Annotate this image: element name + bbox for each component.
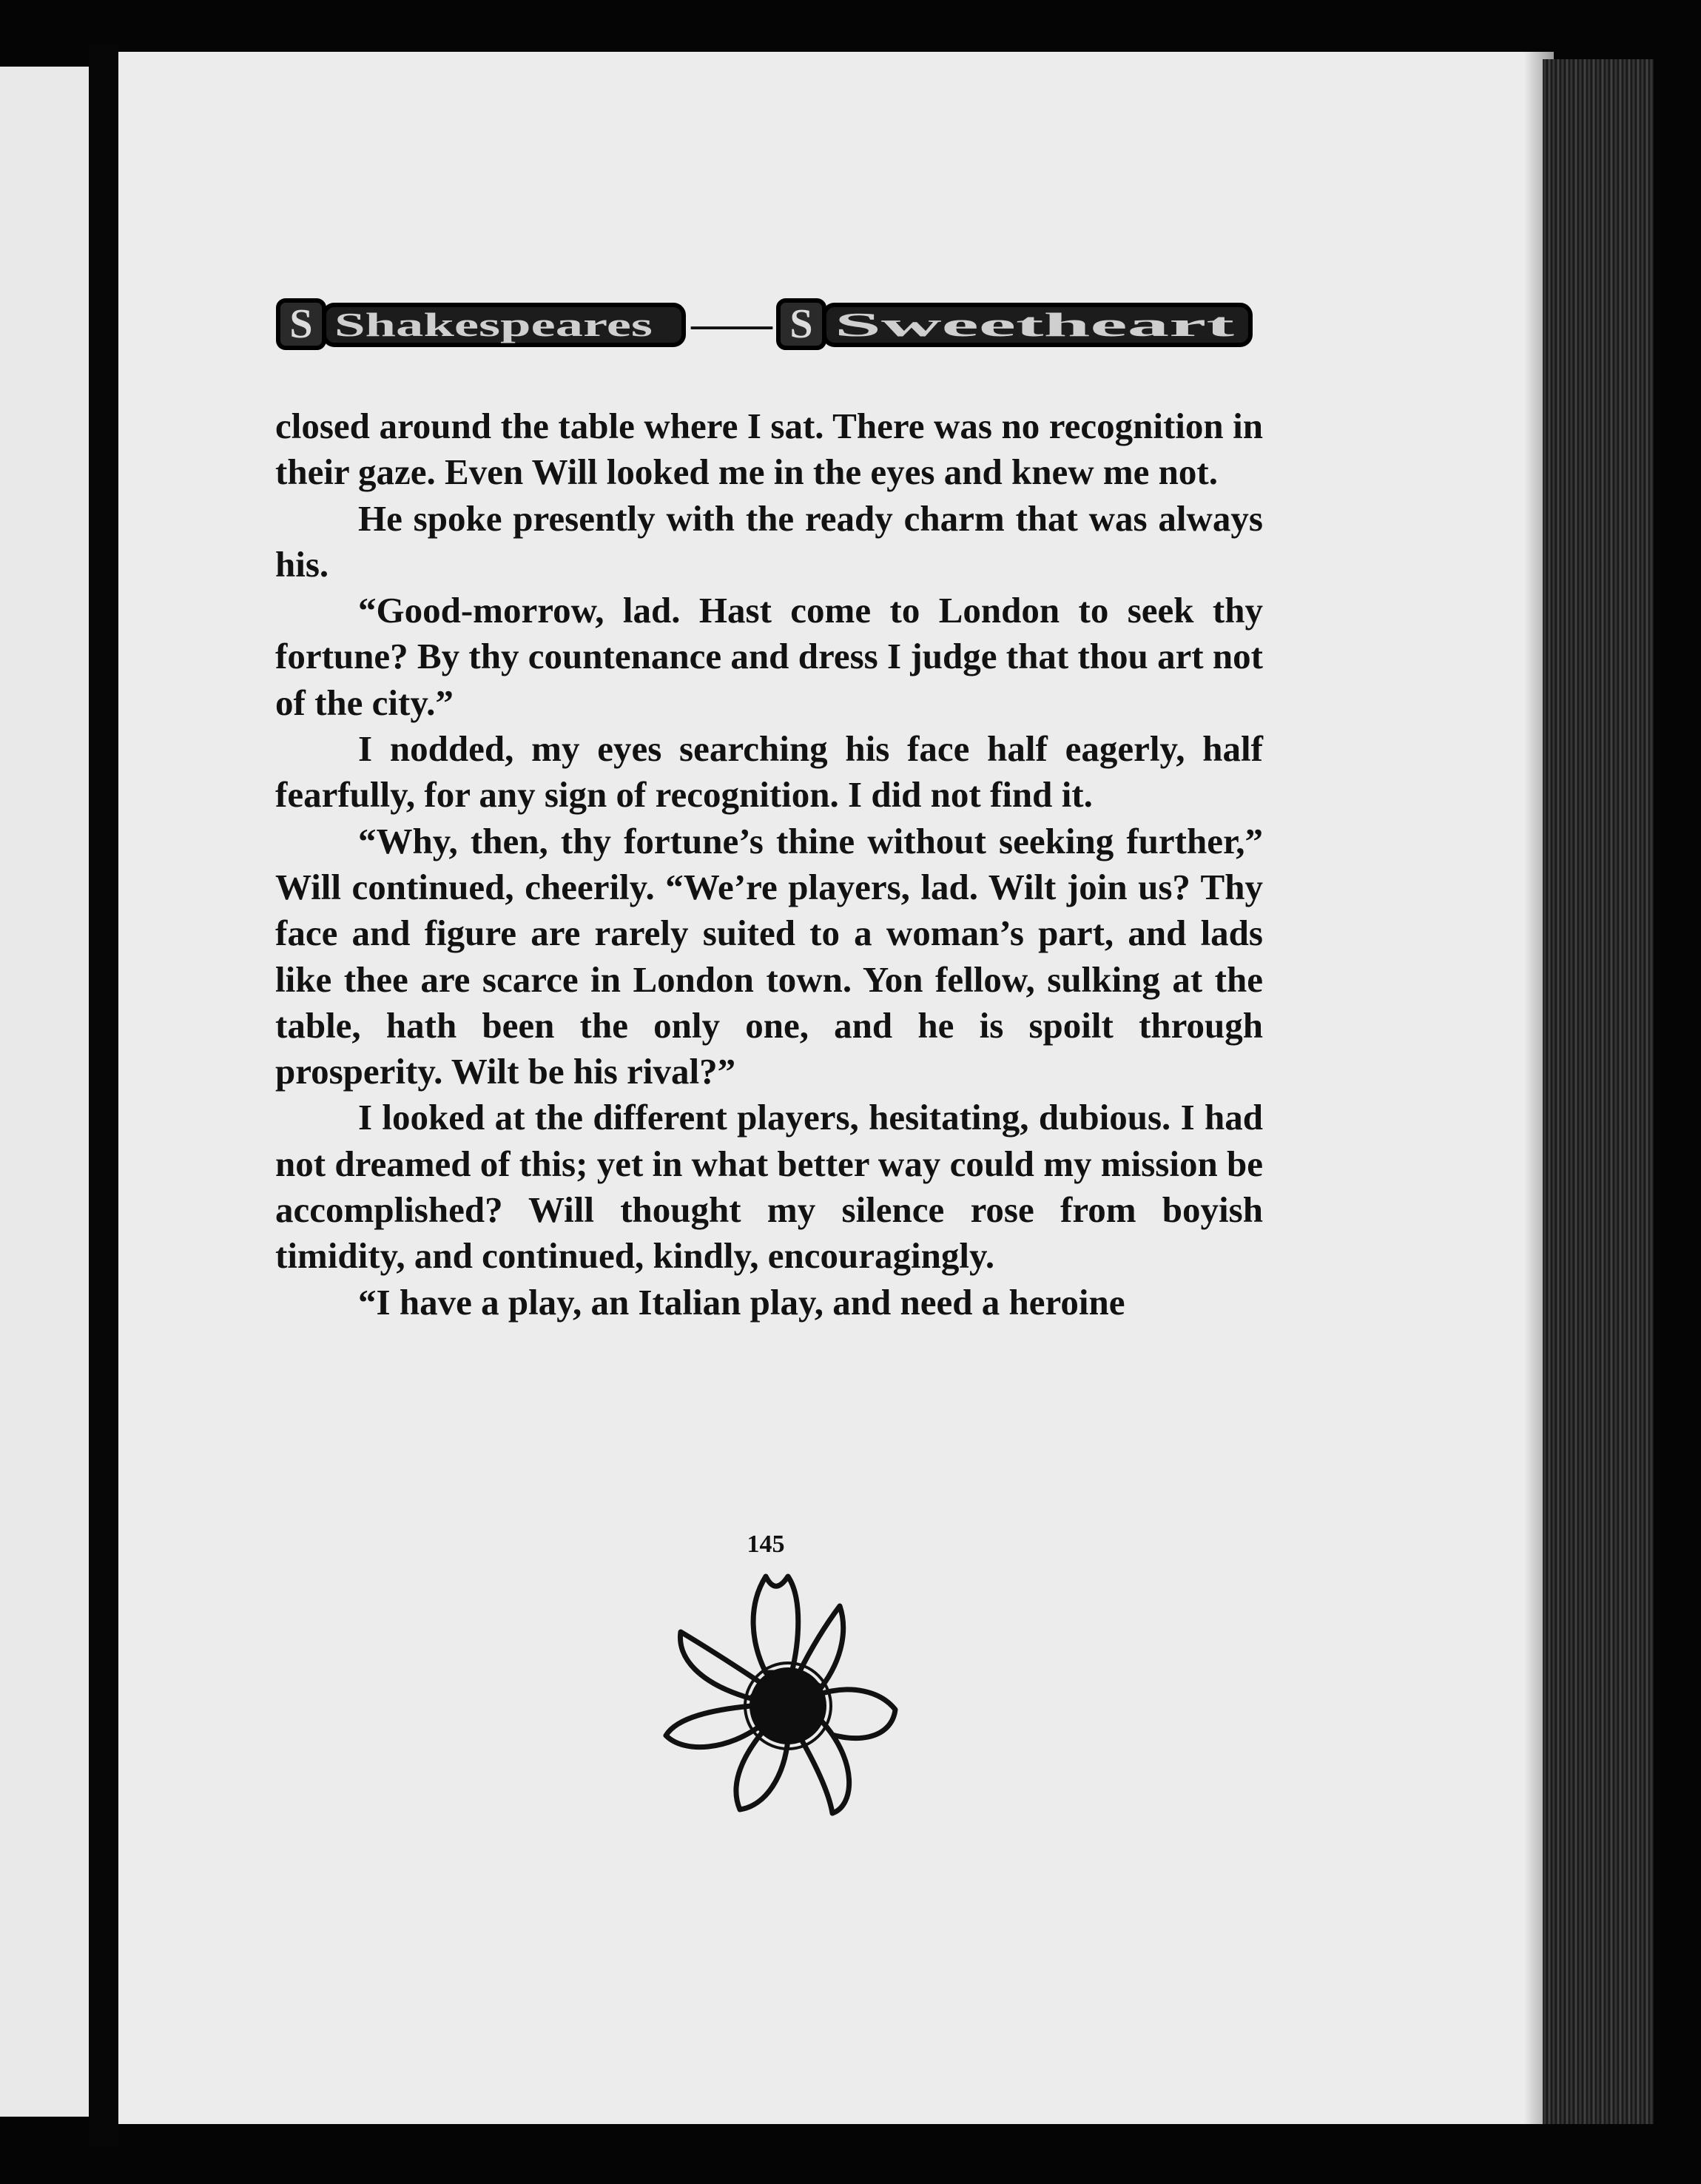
body-text: [275, 403, 1263, 1325]
left-page-edge: [0, 67, 89, 2117]
header-initial-right: S: [789, 301, 813, 347]
paragraph-1: closed around the table where I sat. There was no recognition in their gaze. Even Will looked me in the eyes and knew me not.: [275, 406, 1263, 493]
flower-ornament-icon: [655, 1562, 906, 1821]
header-word-left: Shakespeares: [334, 306, 653, 343]
page-number: 145: [747, 1531, 785, 1558]
paragraph-2: He spoke presently with the ready charm that was always his.: [275, 497, 1263, 585]
header-initial-left: S: [289, 301, 313, 347]
paragraph-5: “Why, then, thy fortune’s thine without seeking further,” Will continued, cheerily. “We’re players, lad. Wilt join us? Thy face and figure are rarely suited to a woman’s part, and lads like thee are scarce in London town. Yon fellow, sulking at the table, hath been the only one, and he is spoilt through prosperity. Wilt be his rival?”: [275, 820, 1263, 1092]
header-dash: ——: [690, 301, 773, 347]
paragraph-4: I nodded, my eyes searching his face half eagerly, half fearfully, for any sign of recognition. I did not find it.: [275, 728, 1263, 816]
paragraph-7: “I have a play, an Italian play, and need a heroine: [358, 1281, 1125, 1323]
running-header: [275, 295, 1256, 354]
paragraph-3: “Good-morrow, lad. Hast come to London to seek thy fortune? By thy countenance and dress I judge that thou art not of the city.”: [275, 590, 1263, 723]
paragraph-6: I looked at the different players, hesitating, dubious. I had not dreamed of this; yet in what better way could my mission be accomplished? Will thought my silence rose from boyish timidity, and continued, kindly, encouragingly.: [275, 1097, 1263, 1277]
book-gutter: [89, 44, 118, 2146]
header-word-right: Sweetheart: [835, 306, 1236, 343]
page-stack-edges: [1543, 59, 1654, 2124]
